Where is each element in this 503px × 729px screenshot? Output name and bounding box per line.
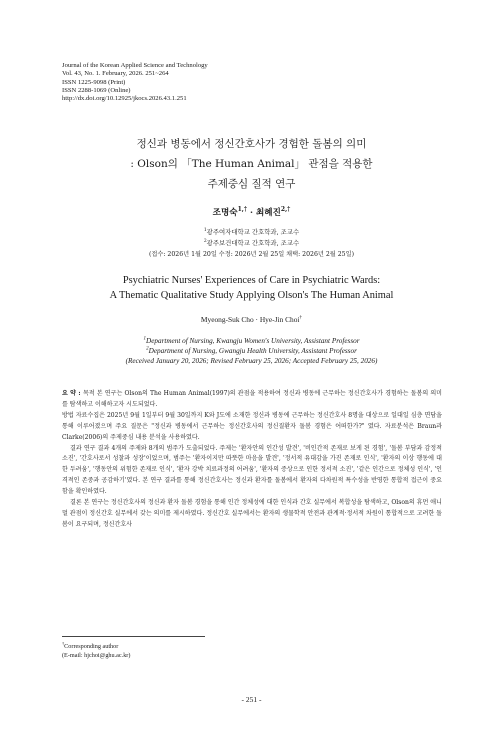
author-2-mark: 2,† — [280, 206, 291, 214]
affiliation-1-mark: 1 — [203, 227, 207, 233]
journal-header — [62, 62, 208, 103]
affiliation-1-text: 광주여자대학교 간호학과, 조교수 — [206, 228, 300, 236]
english-title — [0, 273, 503, 303]
footnote-corresponding — [62, 642, 130, 651]
corresponding-mark: † — [299, 314, 303, 321]
english-affiliation-2-text: Department of Nursing, Gwangju Health University, Assistant Professor — [148, 347, 357, 355]
abstract-methods: 방법 자료수집은 2025년 9월 1일부터 9월 30일까지 K와 J도에 소재한 정신과 병동에 근무하는 정신간호사 8명을 대상으로 일대일 심층 면담을 통해 이루어졌으며 주요 질문은 "정신과 병동에서 근무하는 정신간호사의 정신질환자 돌봄 경험은 어떠한가?" 였다. 자료분석은 Braun과 Clarke(2006)의 주제중심 내용 분석을 사용하였다. — [62, 411, 442, 441]
abstract-label: 요 약 : — [62, 390, 83, 397]
footnote-label: Corresponding author — [64, 643, 119, 650]
journal-issue: Vol. 43, No. 1. February, 2026. 251~264 — [62, 70, 169, 78]
english-affiliation-2-mark: 2 — [146, 346, 149, 352]
footnote — [62, 642, 130, 660]
abstract-conclusion: 결론 본 연구는 정신간호사의 정신과 환자 돌봄 경험을 통해 인간 정체성에 대한 인식과 간호 실무에서 복합성을 탐색하고, Olson의 휴먼 애니멀 관점이 정신간호 실무에서 갖는 의미를 제시하였다. 정신간호 실무에서는 환자의 생물학적 안전과 관계적·정서적 차원이 통합적으로 고려한 돌봄이 요구되며, 정신간호사 — [62, 499, 442, 528]
author-1-mark: 1,† — [237, 206, 247, 214]
abstract-purpose-text: 목적 본 연구는 Olson의 The Human Animal(1997)의 관점을 적용하여 정신과 병동에 근무하는 정신간호사가 경험하는 돌봄의 의미를 탐색하고 이해하고자 시도되었다. — [62, 390, 442, 408]
doi-link[interactable]: http://dx.doi.org/10.12925/jkocs.2026.43.1.251 — [62, 95, 187, 103]
english-affiliation-1-mark: 1 — [143, 336, 146, 342]
english-affiliations — [0, 336, 503, 366]
issn-online: ISSN 2288-1069 (Online) — [62, 86, 131, 94]
korean-title-line-3: 주제중심 질적 연구 — [207, 178, 296, 190]
page-number: - 251 - — [241, 695, 262, 704]
affiliation-2-mark: 2 — [203, 238, 207, 244]
author-1: 조명숙 — [212, 208, 238, 218]
abstract — [62, 389, 442, 531]
abstract-results: 결과 연구 결과 4개의 주제와 8개의 범주가 도출되었다. 주제는 '환자안의 인간성 발견', '비인간적 존재로 보게 된 경험', '돌봄 부담과 감정적 소진', '간호사로서 성찰과 성장'이었으며, 범주는 '환자이지만 따뜻한 마음을 발견', '정서적 유대감을 가진 존재로 인식', '환자의 이상 행동에 대한 두려움', '행동안의 위험한 존재로 인식', '환자 강박 치료과정의 어려움', '환자의 증상으로 인한 정서적 소진', '같은 인간으로 정체성 인식', '인격적인 존중과 공감하기'였다. 본 연구 결과를 통해 정신간호사는 정신과 환자를 돌봄에서 환자의 다차원적 특수성을 반영한 통합적 접근이 중요함을 확인하였다. — [62, 444, 442, 496]
english-affiliation-1 — [0, 336, 503, 346]
footnote-email[interactable]: (E-mail: hjchoi@ghu.ac.kr) — [62, 652, 131, 659]
english-author-names: Myeong-Suk Cho · Hye-Jin Choi — [200, 315, 300, 324]
affiliation-2-text: 광주보건대학교 간호학과, 조교수 — [206, 239, 300, 247]
korean-title-line-2: : Olson의 「The Human Animal」 관점을 적용한 — [130, 158, 373, 170]
korean-affiliation-2 — [0, 238, 503, 249]
english-affiliation-2 — [0, 346, 503, 356]
footnote-mark: † — [62, 640, 65, 646]
korean-title — [0, 134, 503, 194]
english-dates: (Received January 20, 2026; Revised February 25, 2026; Accepted February 25, 2026) — [125, 357, 378, 365]
english-title-line-1: Psychiatric Nurses' Experiences of Care in Psychiatric Wards: — [122, 275, 381, 286]
korean-title-line-1: 정신과 병동에서 정신간호사가 경험한 돌봄의 의미 — [136, 138, 367, 150]
korean-authors — [0, 206, 503, 218]
english-title-line-2: A Thematic Qualitative Study Applying Olson's The Human Animal — [109, 290, 394, 301]
korean-affiliation-1 — [0, 227, 503, 238]
author-separator: · — [247, 208, 256, 218]
author-2: 최혜진 — [255, 208, 281, 218]
english-affiliation-1-text: Department of Nursing, Kwangju Women's University, Assistant Professor — [146, 337, 360, 345]
journal-name: Journal of the Korean Applied Science and Technology — [62, 62, 208, 69]
korean-dates: (접수: 2026년 1월 20일 수정: 2026년 2월 25일 채택: 2026년 2월 25일) — [148, 251, 355, 258]
english-authors — [0, 315, 503, 324]
korean-affiliations — [0, 227, 503, 249]
abstract-purpose — [62, 389, 442, 411]
issn-print: ISSN 1225-9098 (Print) — [62, 78, 126, 86]
footnote-divider — [62, 636, 205, 637]
